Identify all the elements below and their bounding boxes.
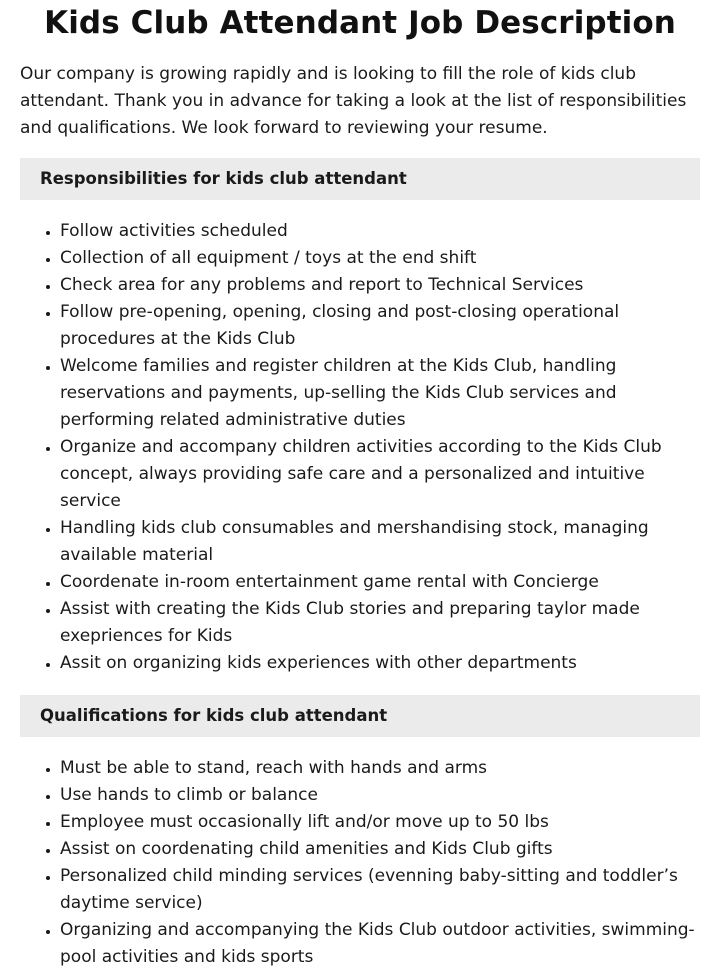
responsibilities-heading: Responsibilities for kids club attendant — [20, 158, 700, 200]
responsibilities-list — [20, 218, 700, 677]
list-item: • Collection of all equipment / toys at the end shift — [60, 245, 700, 272]
list-item: • Welcome families and register children at the Kids Club, handling reservations and payments, up-selling the Kids Club services and performing related administrative duties — [60, 353, 700, 434]
list-item: • Organize and accompany children activities according to the Kids Club concept, always providing safe care and a personalized and intuitive service — [60, 434, 700, 515]
list-item: • Check area for any problems and report to Technical Services — [60, 272, 700, 299]
list-item: • Handling kids club consumables and mershandising stock, managing available material — [60, 515, 700, 569]
list-item: • Assit on organizing kids experiences with other departments — [60, 650, 700, 677]
list-item: • Use hands to climb or balance — [60, 782, 700, 809]
list-item: • Personalized child minding services (evenning baby-sitting and toddler’s daytime service) — [60, 863, 700, 917]
list-item: • Coordenate in-room entertainment game rental with Concierge — [60, 569, 700, 596]
page-title: Kids Club Attendant Job Description — [44, 5, 676, 41]
list-item: • Organizing and accompanying the Kids Club outdoor activities, swimming-pool activities and kids sports — [60, 917, 700, 971]
list-item: • Follow activities scheduled — [60, 218, 700, 245]
intro-paragraph: Our company is growing rapidly and is looking to fill the role of kids club attendant. Thank you in advance for taking a look at the list of responsibilities and qualifications. We look forward to reviewing your resume. — [20, 64, 687, 138]
qualifications-heading: Qualifications for kids club attendant — [20, 695, 700, 737]
list-item: • Follow pre-opening, opening, closing and post-closing operational procedures at the Kids Club — [60, 299, 700, 353]
list-item: • Must be able to stand, reach with hands and arms — [60, 755, 700, 782]
list-item: • Assist with creating the Kids Club stories and preparing taylor made exepriences for Kids — [60, 596, 700, 650]
list-item: • Employee must occasionally lift and/or move up to 50 lbs — [60, 809, 700, 836]
qualifications-list — [20, 755, 700, 971]
list-item: • Assist on coordenating child amenities and Kids Club gifts — [60, 836, 700, 863]
